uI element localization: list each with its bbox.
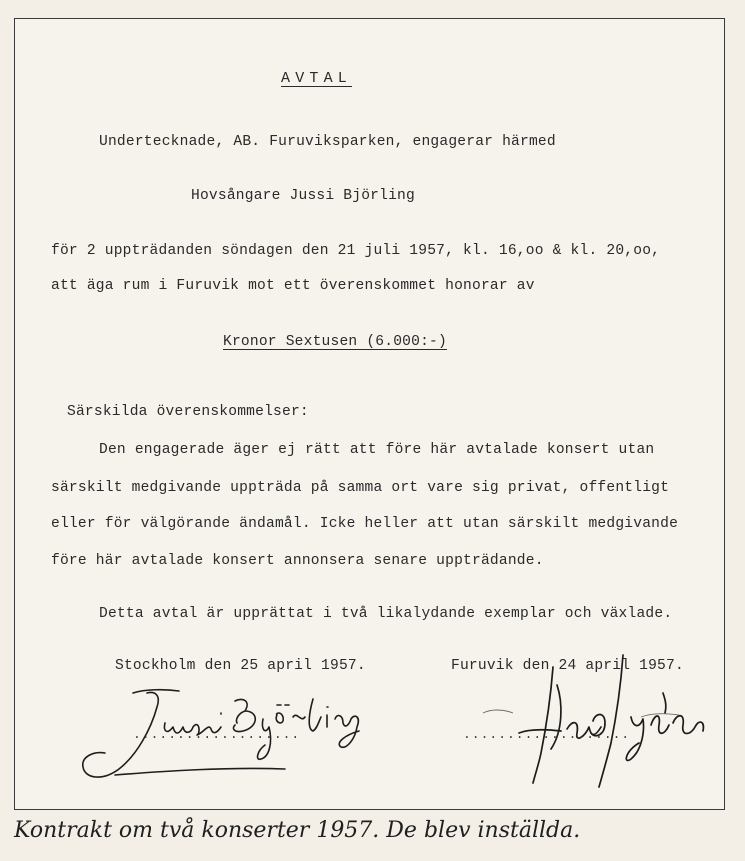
- signature-right: [455, 633, 715, 803]
- venue-line: att äga rum i Furuvik mot ett överenskommet honorar av: [51, 278, 535, 294]
- place-date-left: Stockholm den 25 april 1957.: [115, 658, 366, 674]
- signature-line-right: ...................: [463, 727, 631, 742]
- fee-amount: Kronor Sextusen (6.000:-): [223, 334, 447, 350]
- performance-line: för 2 uppträdanden söndagen den 21 juli 1957, kl. 16,oo & kl. 20,oo,: [51, 243, 661, 259]
- intro-line: Undertecknade, AB. Furuviksparken, engagerar härmed: [99, 134, 556, 150]
- terms-line-1: Den engagerade äger ej rätt att före här avtalade konsert utan: [99, 442, 655, 458]
- terms-line-3: eller för välgörande ändamål. Icke heller att utan särskilt medgivande: [51, 516, 679, 532]
- contract-document: [14, 18, 725, 810]
- signature-line-left: ...................: [133, 727, 301, 742]
- artist-name: Hovsångare Jussi Björling: [191, 188, 415, 204]
- terms-line-2: särskilt medgivande uppträda på samma ort vare sig privat, offentligt: [51, 480, 670, 496]
- document-title: AVTAL: [281, 70, 353, 87]
- photo-caption: Kontrakt om två konserter 1957. De blev inställda.: [14, 818, 581, 843]
- terms-line-4: före här avtalade konsert annonsera senare uppträdande.: [51, 553, 544, 569]
- closing-line: Detta avtal är upprättat i två likalydande exemplar och växlade.: [99, 606, 673, 622]
- special-terms-heading: Särskilda överenskommelser:: [67, 404, 309, 420]
- place-date-right: Furuvik den 24 april 1957.: [451, 658, 684, 674]
